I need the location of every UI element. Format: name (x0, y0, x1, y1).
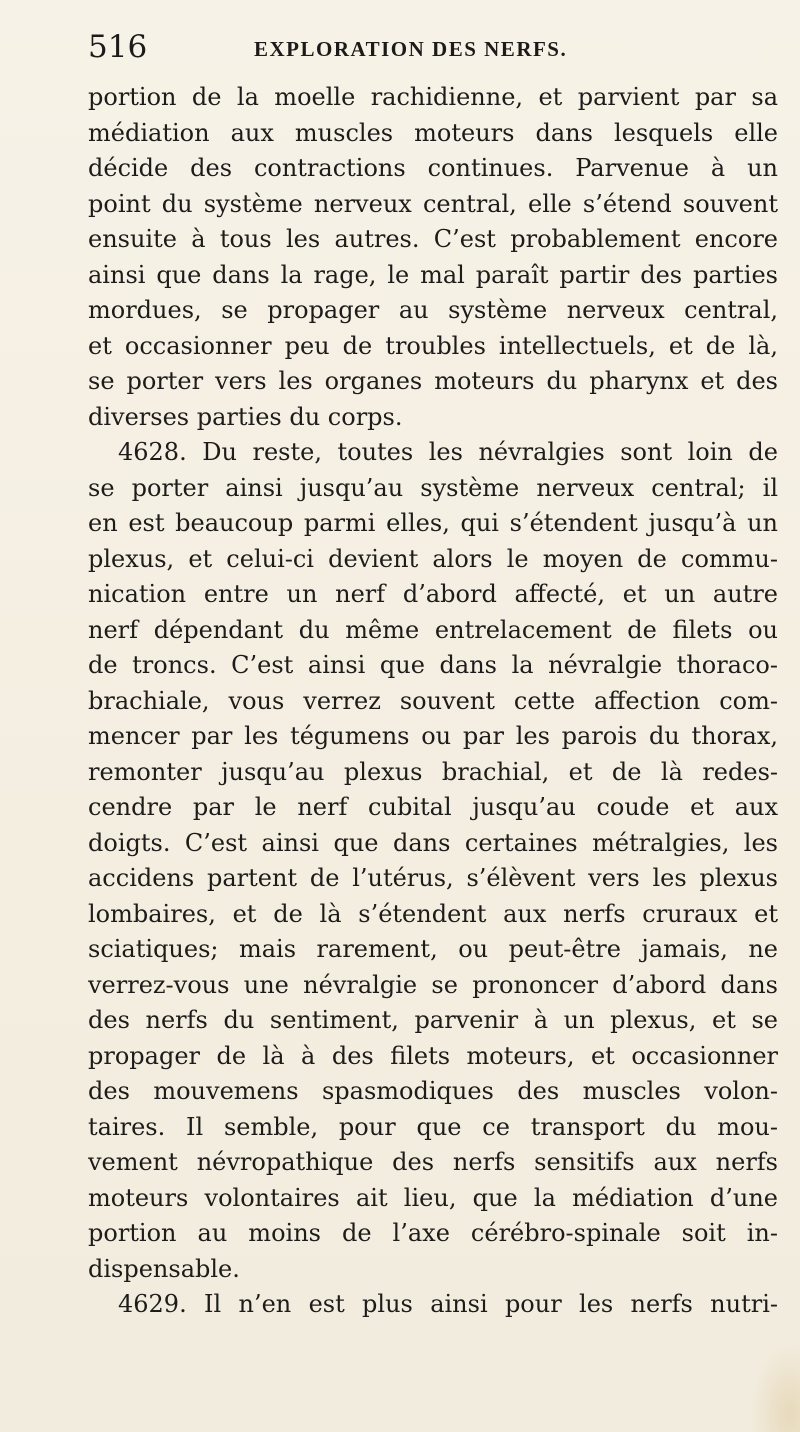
paper-stain (750, 1342, 800, 1432)
text-line: nication entre un nerf d’abord affecté, et un autre (88, 580, 778, 608)
text-line: propager de là à des filets moteurs, et occasionner (88, 1041, 778, 1070)
text-line: remonter jusqu’au plexus brachial, et de là redes- (88, 757, 778, 786)
text-line: portion de la moelle rachidienne, et parvient par sa (88, 83, 778, 111)
text-line: des mouvemens spasmodiques des muscles volon- (88, 1077, 778, 1105)
text-line: vement névropathique des nerfs sensitifs aux nerfs (88, 1148, 778, 1176)
text-line: sciatiques; mais rarement, ou peut-être jamais, ne (88, 935, 778, 963)
text-line: point du système nerveux central, elle s’étend souvent (88, 189, 778, 218)
text-line: moteurs volontaires ait lieu, que la médiation d’une (88, 1183, 778, 1212)
text-line: plexus, et celui-ci devient alors le moyen de commu- (88, 544, 778, 573)
text-line: mencer par les tégumens ou par les parois du thorax, (88, 722, 778, 750)
page-number: 516 (88, 29, 148, 65)
text-line: dispensable. (88, 1254, 240, 1283)
text-line: doigts. C’est ainsi que dans certaines métralgies, les (88, 828, 778, 857)
body-text (88, 80, 778, 1323)
text-line: des nerfs du sentiment, parvenir à un plexus, et se (88, 1006, 778, 1034)
text-line: cendre par le nerf cubital jusqu’au coude et aux (88, 793, 778, 821)
text-line: accidens partent de l’utérus, s’élèvent vers les plexus (88, 864, 778, 892)
text-line: et occasionner peu de troubles intellectuels, et de là, (88, 331, 778, 360)
running-title: EXPLORATION DES NERFS. (254, 37, 568, 61)
text-line: en est beaucoup parmi elles, qui s’étendent jusqu’à un (88, 509, 778, 537)
paragraph-start-4629: 4629. Il n’en est plus ainsi pour les nerfs nutri- (118, 1290, 778, 1318)
text-line: ensuite à tous les autres. C’est probablement encore (88, 225, 778, 253)
text-line: taires. Il semble, pour que ce transport du mou- (88, 1112, 778, 1141)
text-line: lombaires, et de là s’étendent aux nerfs cruraux et (88, 899, 778, 928)
text-line: se porter ainsi jusqu’au système nerveux central; il (88, 473, 778, 502)
text-line: médiation aux muscles moteurs dans lesquels elle (88, 118, 778, 147)
text-line: décide des contractions continues. Parvenue à un (88, 154, 778, 182)
text-line: se porter vers les organes moteurs du pharynx et des (88, 367, 778, 395)
text-line: portion au moins de l’axe cérébro-spinale soit in- (88, 1219, 778, 1247)
text-line: diverses parties du corps. (88, 402, 403, 431)
text-line: de troncs. C’est ainsi que dans la névralgie thoraco- (88, 651, 778, 679)
text-line: nerf dépendant du même entrelacement de filets ou (88, 615, 778, 644)
text-line: mordues, se propager au système nerveux central, (88, 296, 778, 324)
text-line: ainsi que dans la rage, le mal paraît partir des parties (88, 260, 778, 289)
paragraph-start-4628: 4628. Du reste, toutes les névralgies sont loin de (118, 438, 778, 466)
text-line: verrez-vous une névralgie se prononcer d’abord dans (88, 970, 778, 999)
text-line: brachiale, vous verrez souvent cette affection com- (88, 686, 778, 715)
page-header (88, 30, 778, 70)
